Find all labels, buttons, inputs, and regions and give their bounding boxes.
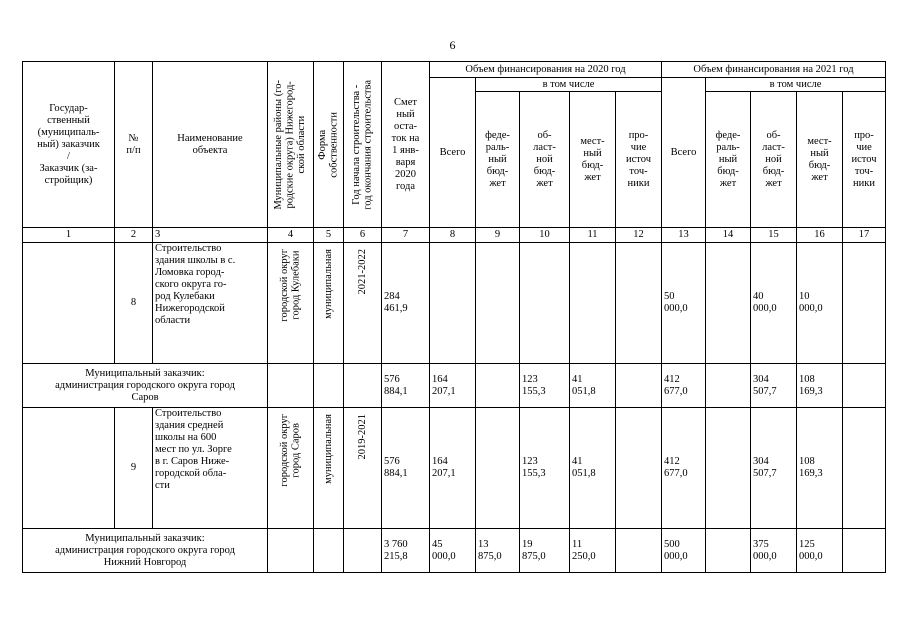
- column-number: 6: [344, 228, 382, 243]
- column-number-row: [23, 228, 886, 243]
- ownership-cell: [314, 364, 344, 408]
- header-regional-2021: об- ласт- ной бюд- жет: [751, 92, 797, 228]
- local-2020-cell: 41 051,8: [570, 408, 616, 529]
- federal-2021-cell: [706, 243, 751, 364]
- header-districts: Муниципальные районы (го- родские округа) Нижегород- ской области: [268, 62, 314, 228]
- regional-2020-cell: [520, 243, 570, 364]
- customer-cell: [23, 243, 115, 364]
- total-2020-cell: 45 000,0: [430, 529, 476, 573]
- regional-2020-cell: 123 155,3: [520, 364, 570, 408]
- ownership-cell: муниципальная: [314, 243, 344, 364]
- object-name-cell: Строительство здания школы в с. Ломовка город- ского округа го- род Кулебаки Нижегородской области: [153, 243, 268, 364]
- years-cell: [344, 364, 382, 408]
- other-2020-cell: [616, 529, 662, 573]
- regional-2020-cell: 19 875,0: [520, 529, 570, 573]
- column-number: 16: [797, 228, 843, 243]
- local-2021-cell: 10 000,0: [797, 243, 843, 364]
- regional-2021-cell: 375 000,0: [751, 529, 797, 573]
- header-local-2020: мест- ный бюд- жет: [570, 92, 616, 228]
- column-number: 17: [843, 228, 886, 243]
- customer-row: [23, 364, 886, 408]
- column-number: 10: [520, 228, 570, 243]
- header-total-2020: Всего: [430, 78, 476, 228]
- header-federal-2020: феде- раль- ный бюд- жет: [476, 92, 520, 228]
- other-2021-cell: [843, 529, 886, 573]
- total-2020-cell: [430, 243, 476, 364]
- regional-2021-cell: 40 000,0: [751, 243, 797, 364]
- column-number: 15: [751, 228, 797, 243]
- header-incl-2020: в том числе: [476, 78, 662, 92]
- financing-table: [22, 61, 886, 573]
- column-number: 14: [706, 228, 751, 243]
- header-other-2021: про- чие источ точ- ники: [843, 92, 886, 228]
- regional-2021-cell: 304 507,7: [751, 364, 797, 408]
- column-number: 4: [268, 228, 314, 243]
- local-2021-cell: 108 169,3: [797, 408, 843, 529]
- header-remainder: Смет ный оста- ток на 1 янв- варя 2020 года: [382, 62, 430, 228]
- row-number-cell: 9: [115, 408, 153, 529]
- federal-2020-cell: [476, 408, 520, 529]
- federal-2021-cell: [706, 364, 751, 408]
- header-num: № п/п: [115, 62, 153, 228]
- column-number: 5: [314, 228, 344, 243]
- header-object: Наименование объекта: [153, 62, 268, 228]
- local-2021-cell: 108 169,3: [797, 364, 843, 408]
- column-number: 1: [23, 228, 115, 243]
- ownership-cell: муниципальная: [314, 408, 344, 529]
- total-2021-cell: 412 677,0: [662, 408, 706, 529]
- row-number-cell: 8: [115, 243, 153, 364]
- object-name-cell: Строительство здания средней школы на 600 мест по ул. Зорге в г. Саров Ниже- городской обла- сти: [153, 408, 268, 529]
- years-cell: 2019-2021: [344, 408, 382, 529]
- federal-2020-cell: 13 875,0: [476, 529, 520, 573]
- years-cell: 2021-2022: [344, 243, 382, 364]
- federal-2020-cell: [476, 243, 520, 364]
- federal-2021-cell: [706, 408, 751, 529]
- remainder-cell: 284 461,9: [382, 243, 430, 364]
- object-row: [23, 243, 886, 364]
- regional-2021-cell: 304 507,7: [751, 408, 797, 529]
- ownership-cell: [314, 529, 344, 573]
- other-2021-cell: [843, 364, 886, 408]
- local-2020-cell: 11 250,0: [570, 529, 616, 573]
- total-2021-cell: 500 000,0: [662, 529, 706, 573]
- total-2020-cell: 164 207,1: [430, 364, 476, 408]
- column-number: 11: [570, 228, 616, 243]
- other-2020-cell: [616, 364, 662, 408]
- column-number: 8: [430, 228, 476, 243]
- local-2020-cell: 41 051,8: [570, 364, 616, 408]
- other-2020-cell: [616, 243, 662, 364]
- district-cell: городской округ город Саров: [268, 408, 314, 529]
- total-2021-cell: 50 000,0: [662, 243, 706, 364]
- years-cell: [344, 529, 382, 573]
- local-2021-cell: 125 000,0: [797, 529, 843, 573]
- column-number: 3: [153, 228, 268, 243]
- federal-2021-cell: [706, 529, 751, 573]
- column-number: 7: [382, 228, 430, 243]
- object-row: [23, 408, 886, 529]
- header-ownership: Форма собственности: [314, 62, 344, 228]
- header-regional-2020: об- ласт- ной бюд- жет: [520, 92, 570, 228]
- other-2021-cell: [843, 408, 886, 529]
- customer-label-cell: Муниципальный заказчик: администрация городского округа город Саров: [23, 364, 268, 408]
- local-2020-cell: [570, 243, 616, 364]
- remainder-cell: 576 884,1: [382, 364, 430, 408]
- header-other-2020: про- чие источ точ- ники: [616, 92, 662, 228]
- header-total-2021: Всего: [662, 78, 706, 228]
- header-federal-2021: феде- раль- ный бюд- жет: [706, 92, 751, 228]
- header-fin2020: Объем финансирования на 2020 год: [430, 62, 662, 78]
- column-number: 9: [476, 228, 520, 243]
- header-fin2021: Объем финансирования на 2021 год: [662, 62, 886, 78]
- total-2020-cell: 164 207,1: [430, 408, 476, 529]
- column-number: 12: [616, 228, 662, 243]
- header-local-2021: мест- ный бюд- жет: [797, 92, 843, 228]
- customer-cell: [23, 408, 115, 529]
- remainder-cell: 576 884,1: [382, 408, 430, 529]
- remainder-cell: 3 760 215,8: [382, 529, 430, 573]
- other-2020-cell: [616, 408, 662, 529]
- customer-row: [23, 529, 886, 573]
- page-number: 6: [449, 38, 456, 52]
- other-2021-cell: [843, 243, 886, 364]
- regional-2020-cell: 123 155,3: [520, 408, 570, 529]
- district-cell: [268, 529, 314, 573]
- column-number: 2: [115, 228, 153, 243]
- total-2021-cell: 412 677,0: [662, 364, 706, 408]
- customer-label-cell: Муниципальный заказчик: администрация городского округа город Нижний Новгород: [23, 529, 268, 573]
- header-incl-2021: в том числе: [706, 78, 886, 92]
- district-cell: [268, 364, 314, 408]
- district-cell: городской округ город Кулебаки: [268, 243, 314, 364]
- header-customer: Государ- ственный (муниципаль- ный) заказчик / Заказчик (за- стройщик): [23, 62, 115, 228]
- federal-2020-cell: [476, 364, 520, 408]
- column-number: 13: [662, 228, 706, 243]
- header-years: Год начала строительства - год окончания строительства: [344, 62, 382, 228]
